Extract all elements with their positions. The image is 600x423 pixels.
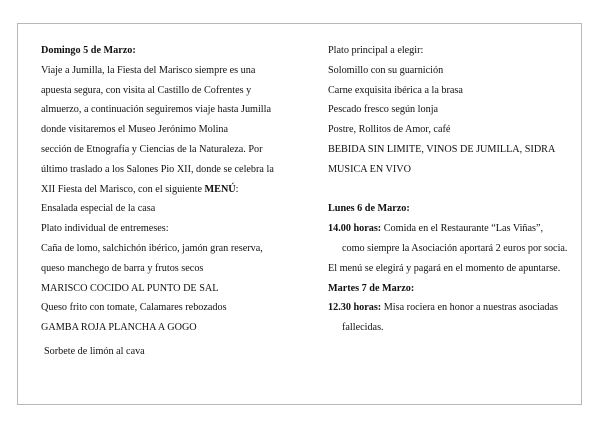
- menu-item: Carne exquisita ibérica a la brasa: [328, 84, 463, 96]
- menu-item: Queso frito con tomate, Calamares rebozados: [41, 302, 227, 314]
- menu-item-sorbete: Sorbete de limón al cava: [44, 346, 145, 357]
- monday-event-text: Comida en el Restaurante “Las Viñas”,: [381, 223, 544, 235]
- right-column: [328, 41, 580, 338]
- left-column: [41, 41, 296, 338]
- monday-event-line: como siempre la Asociación aportará 2 euros por socia.: [342, 242, 568, 254]
- paragraph-line: Viaje a Jumilla, la Fiesta del Marisco siempre es una: [41, 64, 256, 76]
- paragraph-line: apuesta segura, con visita al Castillo de Cofrentes y: [41, 84, 252, 96]
- tuesday-time: 12.30 horas:: [328, 302, 382, 314]
- tuesday-event: [328, 298, 580, 318]
- monday-time: 14.00 horas:: [328, 223, 382, 235]
- menu-item: MARISCO COCIDO AL PUNTO DE SAL: [41, 282, 219, 294]
- menu-item: BEBIDA SIN LIMITE, VINOS DE JUMILLA, SIDRA: [328, 143, 556, 155]
- monday-event: [328, 219, 580, 239]
- menu-label: MENÚ: [204, 183, 236, 195]
- menu-item: Postre, Rollitos de Amor, café: [328, 124, 451, 136]
- menu-item: Plato individual de entremeses:: [41, 223, 169, 235]
- menu-item: queso manchego de barra y frutos secos: [41, 262, 204, 274]
- menu-item: Caña de lomo, salchichón ibérico, jamón gran reserva,: [41, 242, 263, 254]
- monday-event-line: El menú se elegirá y pagará en el momento de apuntarse.: [328, 262, 561, 274]
- menu-intro-text: XII Fiesta del Marisco, con el siguiente: [41, 183, 205, 195]
- menu-colon: :: [235, 183, 239, 195]
- day-heading-monday: Lunes 6 de Marzo:: [328, 203, 410, 215]
- menu-item: MUSICA EN VIVO: [328, 163, 412, 175]
- day-heading-sunday: Domingo 5 de Marzo:: [41, 45, 136, 56]
- menu-item: Plato principal a elegir:: [328, 45, 424, 56]
- menu-item: GAMBA ROJA PLANCHA A GOGO: [41, 322, 197, 334]
- spacer: [328, 180, 580, 200]
- paragraph-line: último traslado a los Salones Pio XII, donde se celebra la: [41, 163, 274, 175]
- paragraph-line: donde visitaremos el Museo Jerónimo Molina: [41, 124, 229, 136]
- paragraph-line: almuerzo, a continuación seguiremos viaje hasta Jumilla: [41, 104, 271, 116]
- paragraph-line-menu-intro: [41, 180, 296, 200]
- menu-item: Pescado fresco según lonja: [328, 104, 439, 116]
- menu-item: Solomillo con su guarnición: [328, 64, 444, 76]
- tuesday-event-text: Misa rociera en honor a nuestras asociadas: [381, 302, 559, 314]
- day-heading-tuesday: Martes 7 de Marzo:: [328, 282, 415, 294]
- tuesday-event-line: fallecidas.: [342, 322, 384, 334]
- menu-item: Ensalada especial de la casa: [41, 203, 156, 215]
- paragraph-line: sección de Etnografía y Ciencias de la Naturaleza. Por: [41, 143, 263, 155]
